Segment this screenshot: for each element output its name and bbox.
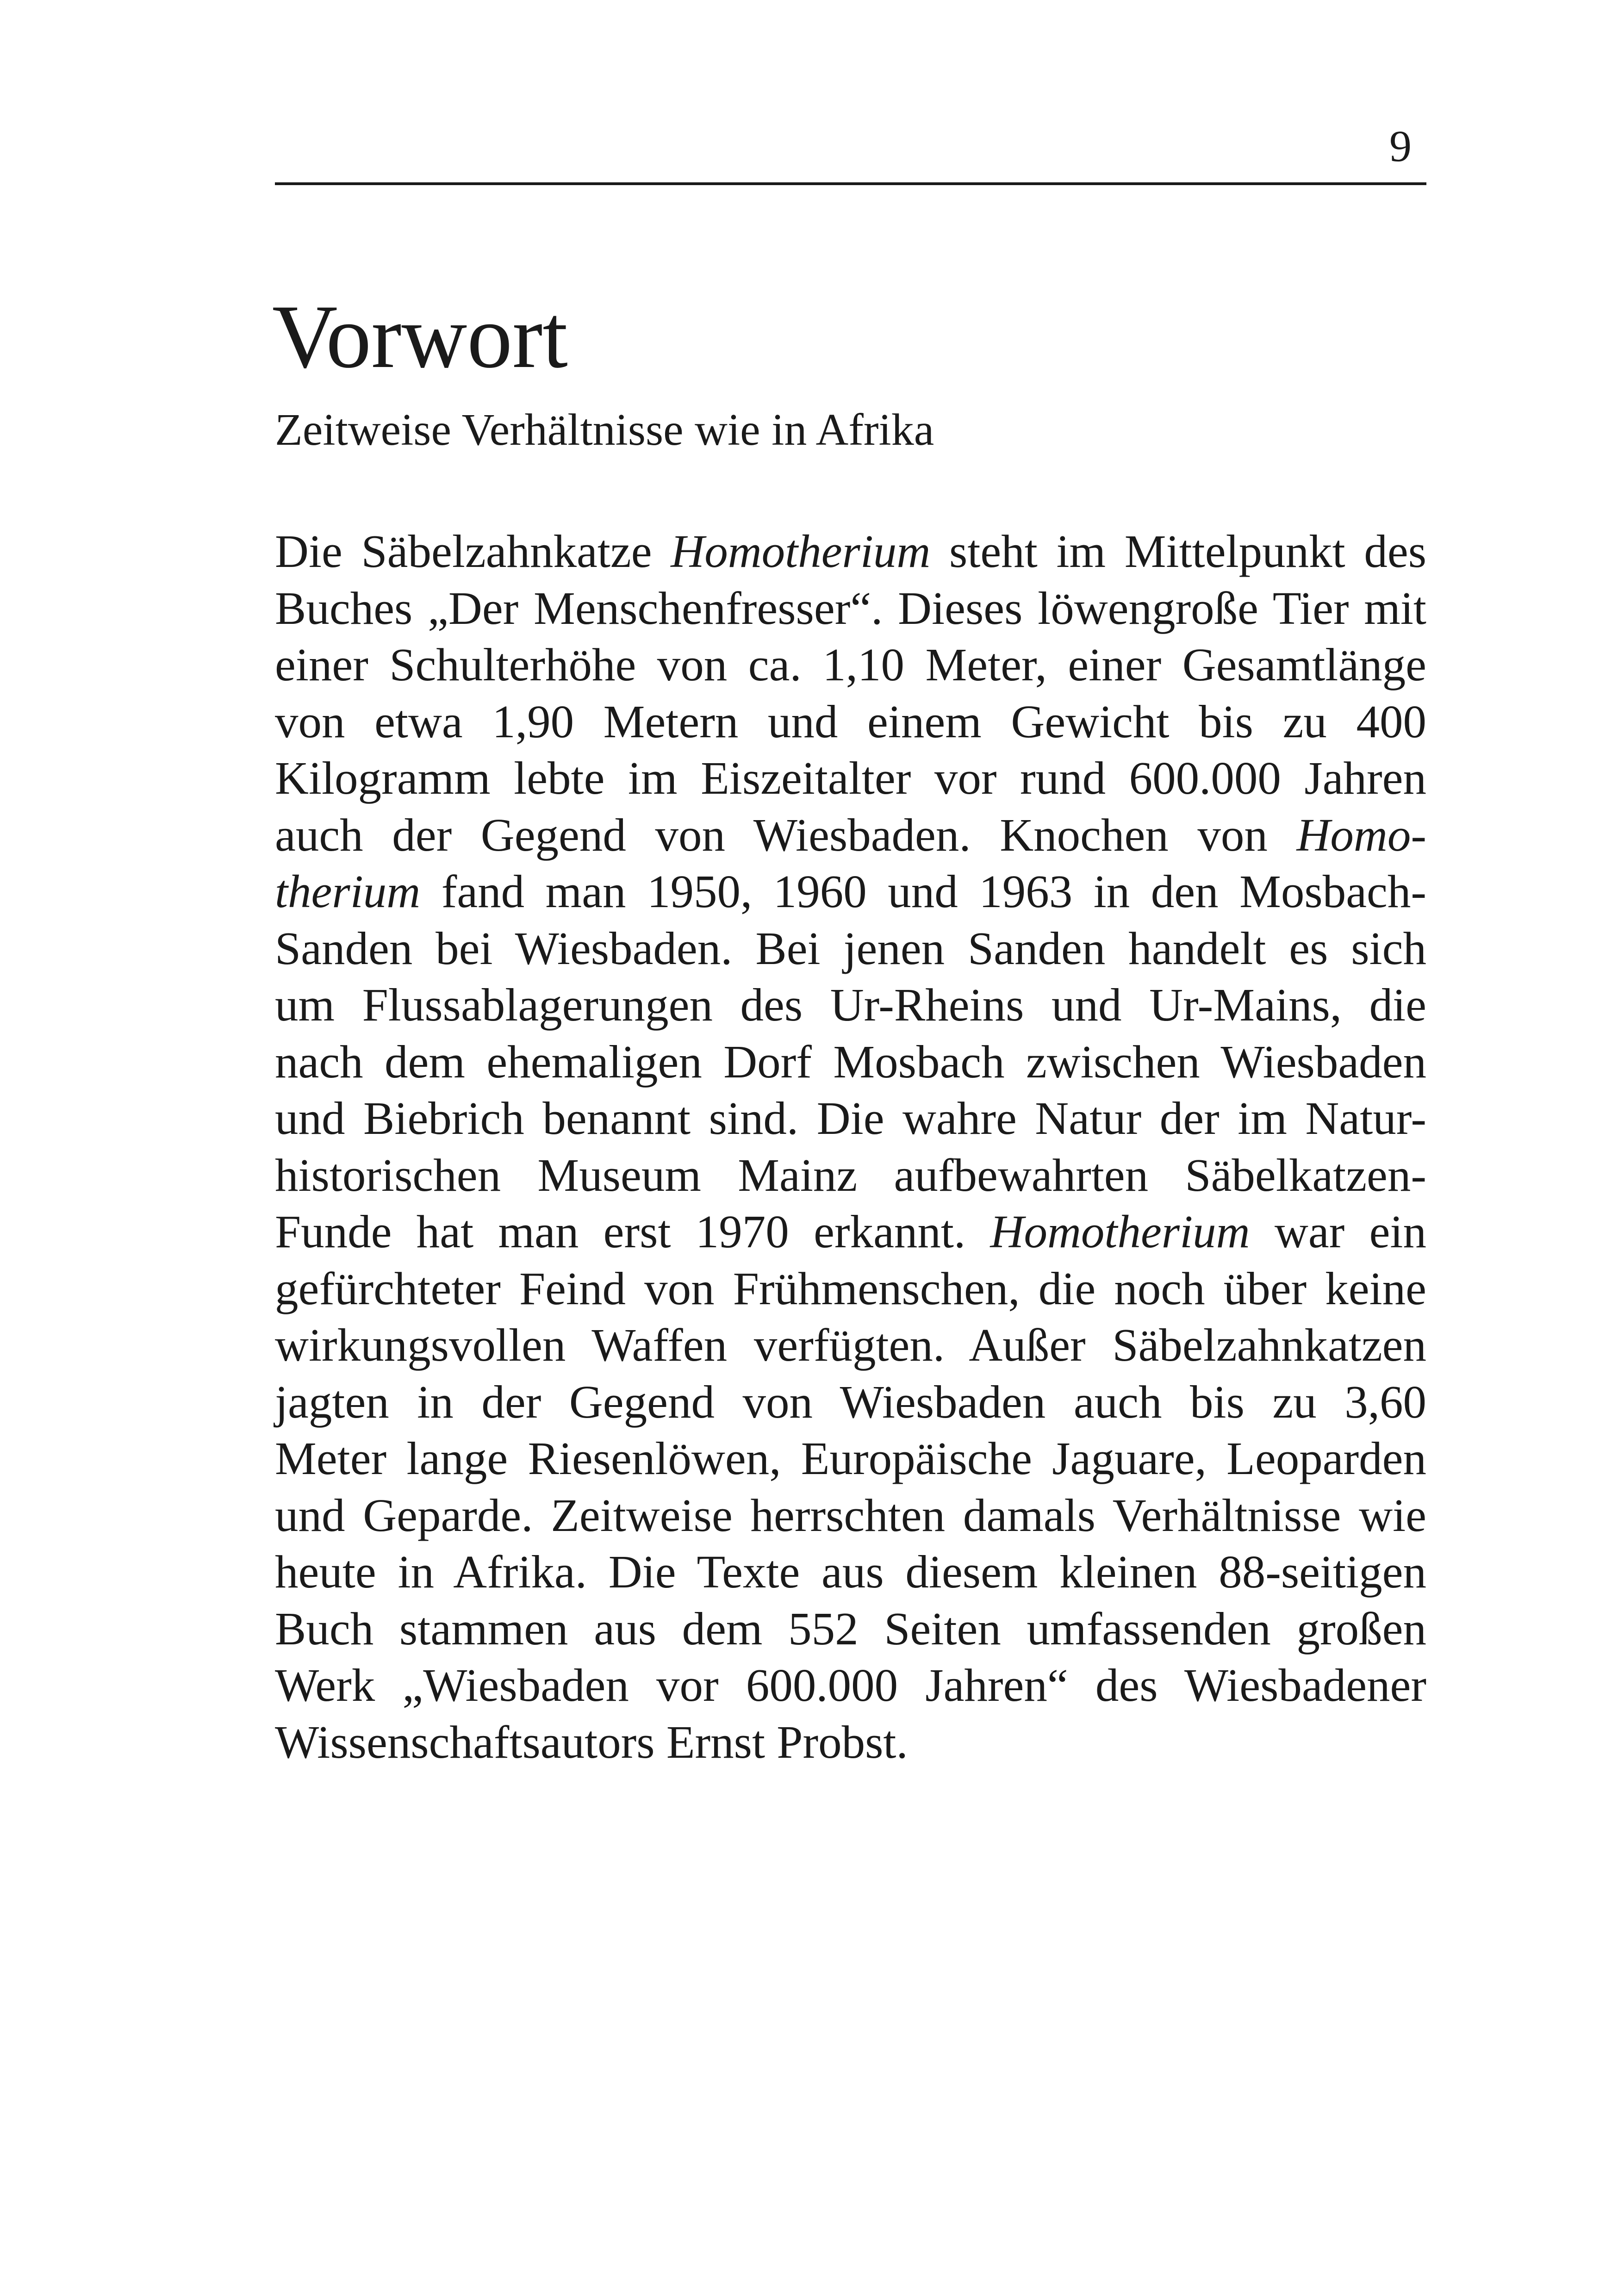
chapter-subtitle: Zeitweise Verhältnisse wie in Afrika	[275, 405, 934, 455]
text-line: therium fand man 1950, 1960 und 1963 in den Mosbach-	[275, 865, 1426, 917]
text-line: gefürchteter Feind von Frühmenschen, die noch über keine	[275, 1262, 1426, 1314]
text-line: Kilogramm lebte im Eiszeitalter vor rund 600.000 Jahren	[275, 752, 1426, 804]
text-line: einer Schulterhöhe von ca. 1,10 Meter, einer Gesamtlänge	[275, 639, 1426, 691]
text-line: heute in Afrika. Die Texte aus diesem kleinen 88-seitigen	[275, 1546, 1426, 1598]
text-line: Buches „Der Menschenfresser“. Dieses löwengroße Tier mit	[275, 582, 1426, 634]
chapter-title: Vorwort	[272, 286, 568, 387]
body-paragraph	[275, 523, 1426, 1770]
text-line: Sanden bei Wiesbaden. Bei jenen Sanden handelt es sich	[275, 922, 1426, 974]
text-line: um Flussablagerungen des Ur-Rheins und Ur-Mains, die	[275, 979, 1426, 1031]
text-line: jagten in der Gegend von Wiesbaden auch bis zu 3,60	[275, 1375, 1426, 1428]
text-line: Buch stammen aus dem 552 Seiten umfassenden großen	[275, 1602, 1426, 1655]
text-line: und Biebrich benannt sind. Die wahre Natur der im Natur-	[275, 1092, 1426, 1144]
text-line: Wissenschaftsautors Ernst Probst.	[275, 1716, 908, 1768]
text-line: Funde hat man erst 1970 erkannt. Homotherium war ein	[275, 1206, 1426, 1257]
text-line: Meter lange Riesenlöwen, Europäische Jaguare, Leoparden	[275, 1432, 1426, 1484]
text-line: wirkungsvollen Waffen verfügten. Außer Säbelzahnkatzen	[275, 1319, 1426, 1371]
text-line: von etwa 1,90 Metern und einem Gewicht bis zu 400	[275, 695, 1426, 747]
text-line: auch der Gegend von Wiesbaden. Knochen von Homo-	[275, 809, 1426, 861]
text-line: historischen Museum Mainz aufbewahrten Säbelkatzen-	[275, 1149, 1426, 1201]
text-line: Die Säbelzahnkatze Homotherium steht im Mittelpunkt des	[275, 525, 1426, 577]
page-number: 9	[1389, 121, 1412, 171]
text-line: Werk „Wiesbaden vor 600.000 Jahren“ des Wiesbadener	[275, 1659, 1426, 1711]
header-rule	[275, 182, 1426, 185]
text-line: nach dem ehemaligen Dorf Mosbach zwischen Wiesbaden	[275, 1035, 1426, 1088]
text-line: und Geparde. Zeitweise herrschten damals Verhältnisse wie	[275, 1489, 1426, 1541]
